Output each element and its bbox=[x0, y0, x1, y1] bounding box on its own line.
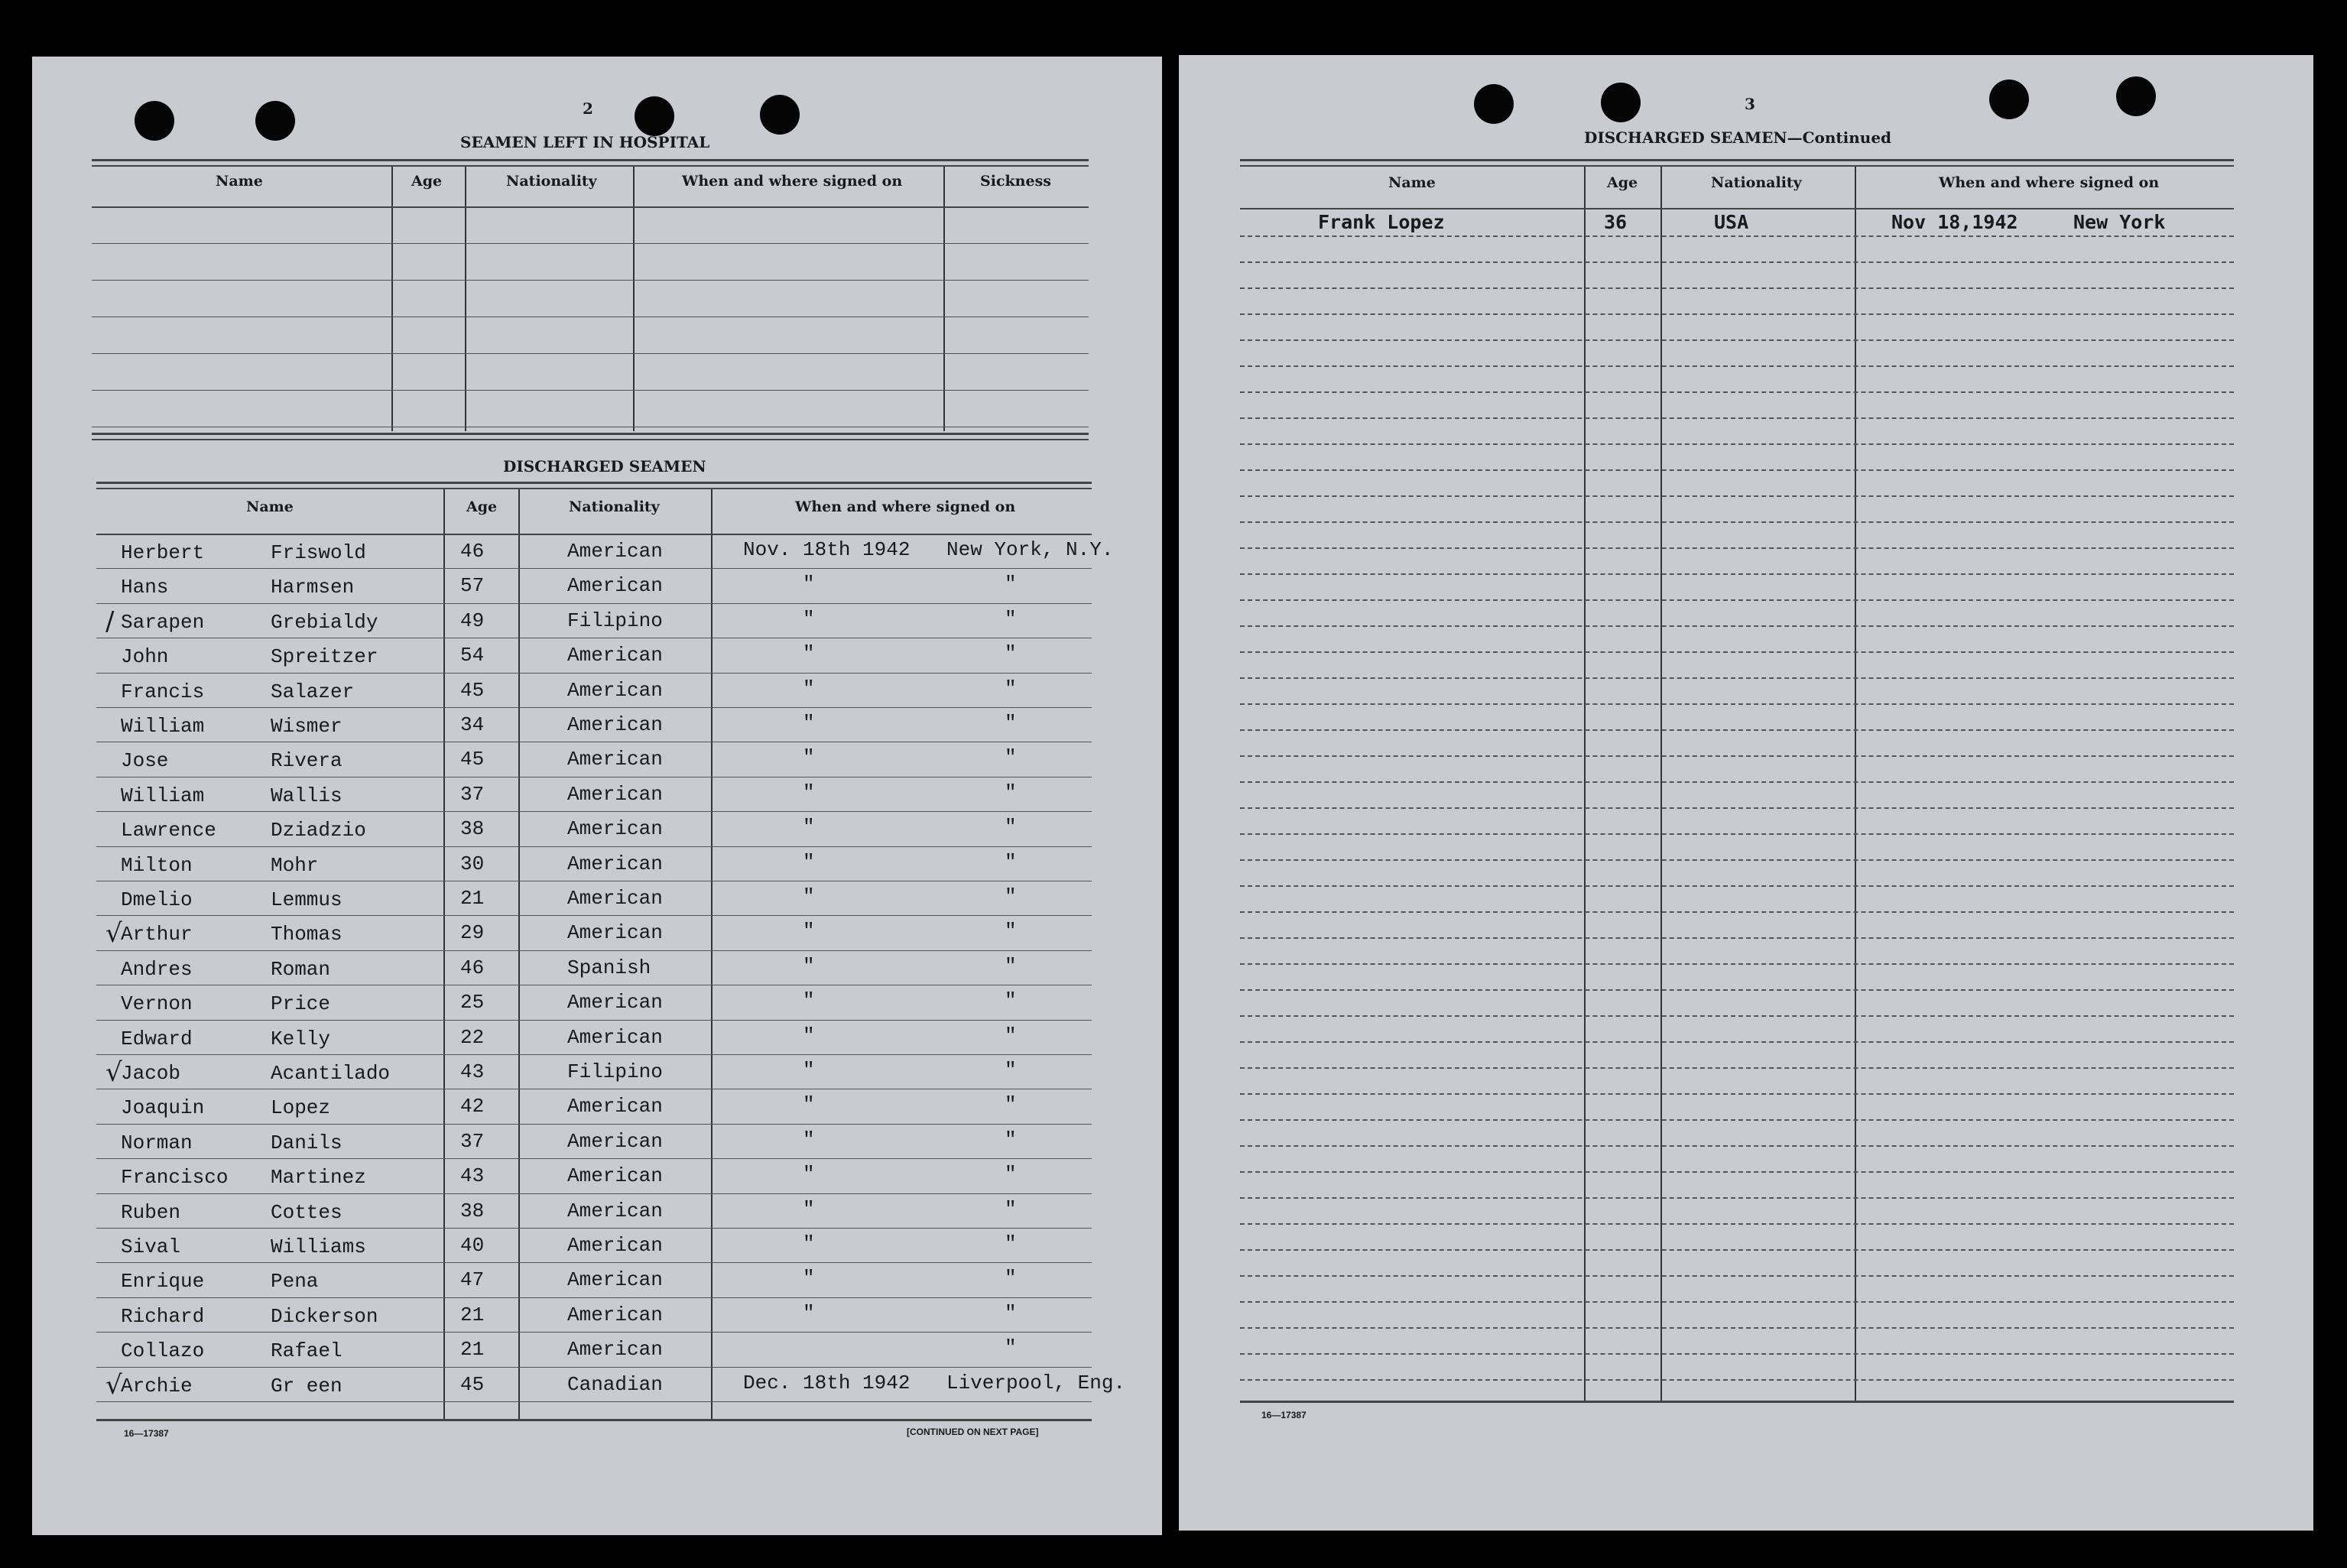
signed-on-date: Nov 18,1942 bbox=[1891, 211, 2018, 233]
seaman-last-name: Wismer bbox=[271, 715, 342, 738]
check-mark: √ bbox=[106, 1057, 122, 1088]
discharged-section-title: DISCHARGED SEAMEN bbox=[503, 457, 706, 476]
row-rule bbox=[1240, 677, 2234, 679]
signed-on-date: " bbox=[803, 1024, 815, 1047]
seaman-last-name: Rivera bbox=[271, 749, 342, 773]
seaman-last-name: Grebialdy bbox=[271, 610, 378, 634]
seaman-first-name: Vernon bbox=[121, 992, 193, 1016]
seaman-first-name: Sarapen bbox=[121, 610, 205, 634]
seaman-last-name: Friswold bbox=[271, 541, 366, 564]
row-rule bbox=[1240, 807, 2234, 809]
signed-on-date: " bbox=[803, 1128, 815, 1151]
row-rule bbox=[1240, 599, 2234, 601]
signed-on-date: " bbox=[803, 746, 815, 770]
continued-note: [CONTINUED ON NEXT PAGE] bbox=[907, 1427, 1039, 1437]
row-rule bbox=[96, 1054, 1092, 1055]
row-rule bbox=[1240, 365, 2234, 367]
seaman-last-name: Williams bbox=[271, 1235, 366, 1258]
header-rule bbox=[92, 206, 1089, 208]
row-rule bbox=[1240, 1093, 2234, 1095]
signed-on-date: " bbox=[803, 573, 815, 596]
row-rule bbox=[1240, 573, 2234, 575]
row-rule bbox=[1240, 1119, 2234, 1121]
column-header: Nationality bbox=[569, 498, 660, 515]
row-rule bbox=[1240, 495, 2234, 497]
seaman-nationality: American bbox=[567, 1338, 663, 1362]
column-header: Age bbox=[1607, 174, 1638, 191]
column-header: Sickness bbox=[980, 173, 1051, 190]
column-header: Nationality bbox=[506, 173, 597, 190]
column-divider bbox=[1855, 167, 1856, 1401]
row-rule bbox=[1240, 885, 2234, 887]
seaman-last-name: Mohr bbox=[271, 853, 319, 877]
seaman-age: 47 bbox=[460, 1268, 485, 1292]
seaman-first-name: Andres bbox=[121, 957, 193, 981]
seaman-last-name: Price bbox=[271, 992, 331, 1016]
row-rule bbox=[1240, 859, 2234, 861]
table-rule bbox=[92, 433, 1089, 435]
row-rule bbox=[92, 390, 1089, 391]
hospital-section-title: SEAMEN LEFT IN HOSPITAL bbox=[460, 133, 710, 151]
row-rule bbox=[1240, 235, 2234, 237]
table-rule bbox=[92, 165, 1089, 167]
signed-on-place: " bbox=[1005, 1059, 1017, 1082]
seaman-nationality: American bbox=[567, 1025, 663, 1049]
row-rule bbox=[1240, 1353, 2234, 1355]
row-rule bbox=[1240, 1041, 2234, 1043]
seaman-age: 45 bbox=[460, 1372, 485, 1396]
seaman-first-name: Arthur bbox=[121, 923, 193, 946]
signed-on-place: New York, N.Y. bbox=[946, 538, 1114, 561]
seaman-first-name: Hans bbox=[121, 576, 169, 599]
seaman-age: 30 bbox=[460, 852, 485, 875]
row-rule bbox=[96, 915, 1092, 916]
row-rule bbox=[1240, 287, 2234, 289]
seaman-nationality: American bbox=[567, 1129, 663, 1153]
check-mark: √ bbox=[106, 918, 122, 950]
signed-on-place: " bbox=[1005, 1232, 1017, 1255]
row-rule bbox=[1240, 1249, 2234, 1251]
row-rule bbox=[96, 1158, 1092, 1159]
signed-on-date: " bbox=[803, 989, 815, 1013]
seaman-first-name: Sival bbox=[121, 1235, 181, 1258]
signed-on-place: " bbox=[1005, 1093, 1017, 1117]
seaman-nationality: USA bbox=[1714, 211, 1749, 233]
seaman-first-name: Collazo bbox=[121, 1339, 205, 1363]
seaman-first-name: Dmelio bbox=[121, 888, 193, 911]
row-rule bbox=[1240, 729, 2234, 731]
punch-hole-6 bbox=[1601, 83, 1641, 122]
seaman-age: 38 bbox=[460, 1199, 485, 1222]
signed-on-date: " bbox=[803, 1093, 815, 1117]
column-header: Name bbox=[1388, 174, 1436, 191]
seaman-last-name: Roman bbox=[271, 957, 331, 981]
row-rule bbox=[96, 1332, 1092, 1333]
signed-on-place: " bbox=[1005, 816, 1017, 839]
seaman-nationality: American bbox=[567, 887, 663, 910]
seaman-age: 37 bbox=[460, 782, 485, 806]
seaman-first-name: Joaquin bbox=[121, 1096, 205, 1120]
signed-on-date: " bbox=[803, 642, 815, 666]
row-rule bbox=[96, 811, 1092, 812]
seaman-last-name: Acantilado bbox=[271, 1062, 391, 1085]
signed-on-place: " bbox=[1005, 712, 1017, 735]
column-header: Name bbox=[246, 498, 294, 515]
column-divider bbox=[711, 489, 713, 1419]
seaman-nationality: Filipino bbox=[567, 609, 663, 632]
table-rule bbox=[1240, 159, 2234, 161]
column-header: When and where signed on bbox=[795, 498, 1016, 515]
seaman-nationality: American bbox=[567, 1164, 663, 1188]
row-rule bbox=[96, 707, 1092, 708]
table-rule bbox=[92, 159, 1089, 161]
punch-hole-4 bbox=[760, 95, 800, 135]
seaman-age: 43 bbox=[460, 1164, 485, 1188]
row-rule bbox=[96, 1401, 1092, 1402]
seaman-age: 21 bbox=[460, 1338, 485, 1362]
seaman-first-name: Jacob bbox=[121, 1062, 181, 1085]
seaman-age: 37 bbox=[460, 1129, 485, 1153]
seaman-last-name: Harmsen bbox=[271, 576, 355, 599]
signed-on-date: " bbox=[803, 1301, 815, 1325]
seaman-age: 29 bbox=[460, 921, 485, 945]
signed-on-date: Nov. 18th 1942 bbox=[743, 538, 911, 561]
seaman-last-name: Lemmus bbox=[271, 888, 342, 911]
seaman-last-name: Danils bbox=[271, 1131, 342, 1154]
header-rule bbox=[96, 534, 1092, 535]
row-rule bbox=[1240, 1171, 2234, 1173]
row-rule bbox=[96, 603, 1092, 604]
seaman-first-name: Edward bbox=[121, 1027, 193, 1050]
punch-hole-2 bbox=[255, 101, 295, 141]
row-rule bbox=[1240, 937, 2234, 939]
signed-on-place: " bbox=[1005, 989, 1017, 1013]
row-rule bbox=[96, 1124, 1092, 1125]
seaman-age: 40 bbox=[460, 1234, 485, 1257]
column-divider bbox=[518, 489, 520, 1419]
seaman-last-name: Gr een bbox=[271, 1374, 342, 1398]
seaman-last-name: Dickerson bbox=[271, 1304, 378, 1328]
signed-on-place: " bbox=[1005, 1267, 1017, 1290]
signed-on-place: " bbox=[1005, 573, 1017, 596]
row-rule bbox=[96, 1367, 1092, 1368]
signed-on-date: " bbox=[803, 712, 815, 735]
signed-on-date: " bbox=[803, 677, 815, 700]
table-rule bbox=[96, 488, 1092, 489]
row-rule bbox=[96, 777, 1092, 778]
seaman-first-name: Ruben bbox=[121, 1200, 181, 1224]
seaman-age: 57 bbox=[460, 574, 485, 598]
column-header: Nationality bbox=[1711, 174, 1802, 191]
row-rule bbox=[1240, 1275, 2234, 1277]
seaman-first-name: William bbox=[121, 784, 205, 807]
table-rule bbox=[1240, 165, 2234, 167]
seaman-last-name: Rafael bbox=[271, 1339, 342, 1363]
seaman-first-name: John bbox=[121, 645, 169, 669]
row-rule bbox=[1240, 547, 2234, 549]
seaman-age: 38 bbox=[460, 817, 485, 841]
seaman-nationality: American bbox=[567, 644, 663, 667]
signed-on-place: " bbox=[1005, 1163, 1017, 1187]
signed-on-date: " bbox=[803, 885, 815, 908]
seaman-age: 21 bbox=[460, 887, 485, 910]
row-rule bbox=[1240, 703, 2234, 705]
signed-on-place: " bbox=[1005, 1301, 1017, 1325]
signed-on-place: " bbox=[1005, 885, 1017, 908]
row-rule bbox=[96, 568, 1092, 569]
column-divider bbox=[1584, 167, 1586, 1401]
signed-on-place: " bbox=[1005, 607, 1017, 631]
check-mark: / bbox=[106, 605, 115, 637]
column-header: Age bbox=[411, 173, 443, 190]
signed-on-date: Dec. 18th 1942 bbox=[743, 1371, 911, 1394]
row-rule bbox=[1240, 417, 2234, 419]
row-rule bbox=[92, 280, 1089, 281]
row-rule bbox=[1240, 469, 2234, 471]
seaman-last-name: Kelly bbox=[271, 1027, 331, 1050]
signed-on-place: " bbox=[1005, 920, 1017, 943]
seaman-age: 36 bbox=[1604, 211, 1628, 233]
right-page bbox=[1179, 55, 2313, 1531]
signed-on-date: " bbox=[803, 1197, 815, 1221]
punch-hole-7 bbox=[1989, 80, 2029, 119]
signed-on-date: " bbox=[803, 781, 815, 804]
seaman-nationality: American bbox=[567, 1095, 663, 1118]
seaman-last-name: Salazer bbox=[271, 680, 355, 703]
seaman-first-name: Milton bbox=[121, 853, 193, 877]
row-rule bbox=[1240, 911, 2234, 913]
row-rule bbox=[1240, 521, 2234, 523]
punch-hole-5 bbox=[1474, 84, 1514, 124]
signed-on-date: " bbox=[803, 920, 815, 943]
seaman-first-name: Francis bbox=[121, 680, 205, 703]
row-rule bbox=[92, 353, 1089, 354]
row-rule bbox=[1240, 261, 2234, 263]
signed-on-date: " bbox=[803, 1267, 815, 1290]
seaman-nationality: American bbox=[567, 921, 663, 945]
seaman-nationality: American bbox=[567, 852, 663, 875]
signed-on-place: " bbox=[1005, 850, 1017, 874]
signed-on-place: " bbox=[1005, 746, 1017, 770]
table-rule bbox=[96, 1419, 1092, 1421]
row-rule bbox=[1240, 1197, 2234, 1199]
row-rule bbox=[1240, 443, 2234, 445]
row-rule bbox=[96, 1262, 1092, 1263]
seaman-age: 46 bbox=[460, 956, 485, 979]
row-rule bbox=[1240, 1379, 2234, 1381]
seaman-age: 54 bbox=[460, 644, 485, 667]
row-rule bbox=[1240, 339, 2234, 341]
seaman-nationality: American bbox=[567, 748, 663, 771]
row-rule bbox=[1240, 1067, 2234, 1069]
seaman-first-name: Jose bbox=[121, 749, 169, 773]
row-rule bbox=[1240, 391, 2234, 393]
seaman-age: 21 bbox=[460, 1303, 485, 1326]
seaman-nationality: American bbox=[567, 574, 663, 598]
page-number: 2 bbox=[583, 99, 593, 118]
column-header: Name bbox=[216, 173, 263, 190]
seaman-nationality: Filipino bbox=[567, 1060, 663, 1083]
row-rule bbox=[1240, 1327, 2234, 1329]
row-rule bbox=[1240, 1223, 2234, 1225]
row-rule bbox=[96, 1297, 1092, 1298]
column-divider bbox=[1660, 167, 1662, 1401]
signed-on-place: " bbox=[1005, 1336, 1017, 1360]
form-number: 16—17387 bbox=[1261, 1410, 1307, 1420]
signed-on-place: " bbox=[1005, 1197, 1017, 1221]
signed-on-date: " bbox=[803, 850, 815, 874]
seaman-age: 43 bbox=[460, 1060, 485, 1083]
signed-on-place: Liverpool, Eng. bbox=[946, 1371, 1126, 1394]
signed-on-date: " bbox=[803, 816, 815, 839]
signed-on-date: " bbox=[803, 954, 815, 978]
seaman-age: 45 bbox=[460, 678, 485, 702]
continued-section-title: DISCHARGED SEAMEN—Continued bbox=[1584, 128, 1892, 147]
seaman-first-name: Lawrence bbox=[121, 819, 216, 842]
punch-hole-1 bbox=[135, 101, 174, 141]
row-rule bbox=[1240, 833, 2234, 835]
row-rule bbox=[96, 1228, 1092, 1229]
row-rule bbox=[1240, 963, 2234, 965]
row-rule bbox=[96, 1193, 1092, 1194]
seaman-last-name: Spreitzer bbox=[271, 645, 378, 669]
seaman-nationality: American bbox=[567, 540, 663, 563]
form-number: 16—17387 bbox=[124, 1428, 169, 1439]
row-rule bbox=[1240, 651, 2234, 653]
row-rule bbox=[96, 846, 1092, 847]
table-rule bbox=[96, 482, 1092, 484]
seaman-age: 45 bbox=[460, 748, 485, 771]
table-rule bbox=[1240, 1401, 2234, 1403]
seaman-nationality: American bbox=[567, 991, 663, 1014]
row-rule bbox=[96, 950, 1092, 951]
seaman-nationality: American bbox=[567, 817, 663, 841]
column-header: When and where signed on bbox=[1939, 174, 2160, 191]
seaman-last-name: Dziadzio bbox=[271, 819, 366, 842]
punch-hole-8 bbox=[2116, 76, 2156, 116]
seaman-first-name: Richard bbox=[121, 1304, 205, 1328]
signed-on-place: New York bbox=[2073, 211, 2166, 233]
row-rule bbox=[1240, 755, 2234, 757]
row-rule bbox=[1240, 1301, 2234, 1303]
seaman-nationality: American bbox=[567, 678, 663, 702]
signed-on-place: " bbox=[1005, 1128, 1017, 1151]
column-header: Age bbox=[466, 498, 498, 515]
seaman-age: 22 bbox=[460, 1025, 485, 1049]
seaman-nationality: American bbox=[567, 1199, 663, 1222]
seaman-last-name: Martinez bbox=[271, 1166, 366, 1190]
seaman-nationality: American bbox=[567, 782, 663, 806]
seaman-first-name: Herbert bbox=[121, 541, 205, 564]
signed-on-date: " bbox=[803, 607, 815, 631]
seaman-first-name: Archie bbox=[121, 1374, 193, 1398]
signed-on-place: " bbox=[1005, 954, 1017, 978]
seaman-nationality: Canadian bbox=[567, 1372, 663, 1396]
row-rule bbox=[92, 243, 1089, 244]
left-page bbox=[32, 57, 1162, 1535]
row-rule bbox=[1240, 625, 2234, 627]
seaman-nationality: American bbox=[567, 1268, 663, 1292]
seaman-name: Frank Lopez bbox=[1318, 211, 1445, 233]
seaman-nationality: American bbox=[567, 1234, 663, 1257]
seaman-last-name: Cottes bbox=[271, 1200, 342, 1224]
seaman-age: 25 bbox=[460, 991, 485, 1014]
seaman-last-name: Thomas bbox=[271, 923, 342, 946]
seaman-nationality: American bbox=[567, 713, 663, 736]
signed-on-date: " bbox=[803, 1232, 815, 1255]
seaman-age: 49 bbox=[460, 609, 485, 632]
signed-on-place: " bbox=[1005, 1024, 1017, 1047]
signed-on-place: " bbox=[1005, 677, 1017, 700]
seaman-last-name: Pena bbox=[271, 1270, 319, 1294]
column-divider bbox=[443, 489, 445, 1419]
seaman-nationality: American bbox=[567, 1303, 663, 1326]
row-rule bbox=[1240, 1015, 2234, 1017]
row-rule bbox=[96, 673, 1092, 674]
seaman-first-name: Norman bbox=[121, 1131, 193, 1154]
seaman-age: 46 bbox=[460, 540, 485, 563]
signed-on-place: " bbox=[1005, 781, 1017, 804]
row-rule bbox=[96, 1020, 1092, 1021]
seaman-first-name: William bbox=[121, 715, 205, 738]
column-header: When and where signed on bbox=[682, 173, 903, 190]
seaman-last-name: Wallis bbox=[271, 784, 342, 807]
table-rule bbox=[92, 439, 1089, 440]
punch-hole-3 bbox=[635, 96, 674, 136]
row-rule bbox=[1240, 989, 2234, 991]
page-number: 3 bbox=[1745, 95, 1755, 113]
seaman-first-name: Francisco bbox=[121, 1166, 229, 1190]
row-rule bbox=[1240, 781, 2234, 783]
header-rule bbox=[1240, 208, 2234, 209]
signed-on-date: " bbox=[803, 1163, 815, 1187]
seaman-nationality: Spanish bbox=[567, 956, 651, 979]
row-rule bbox=[1240, 313, 2234, 315]
seaman-last-name: Lopez bbox=[271, 1096, 331, 1120]
signed-on-place: " bbox=[1005, 642, 1017, 666]
row-rule bbox=[1240, 1145, 2234, 1147]
seaman-age: 42 bbox=[460, 1095, 485, 1118]
seaman-first-name: Enrique bbox=[121, 1270, 205, 1294]
signed-on-date: " bbox=[803, 1059, 815, 1082]
seaman-age: 34 bbox=[460, 713, 485, 736]
check-mark: √ bbox=[106, 1369, 122, 1401]
